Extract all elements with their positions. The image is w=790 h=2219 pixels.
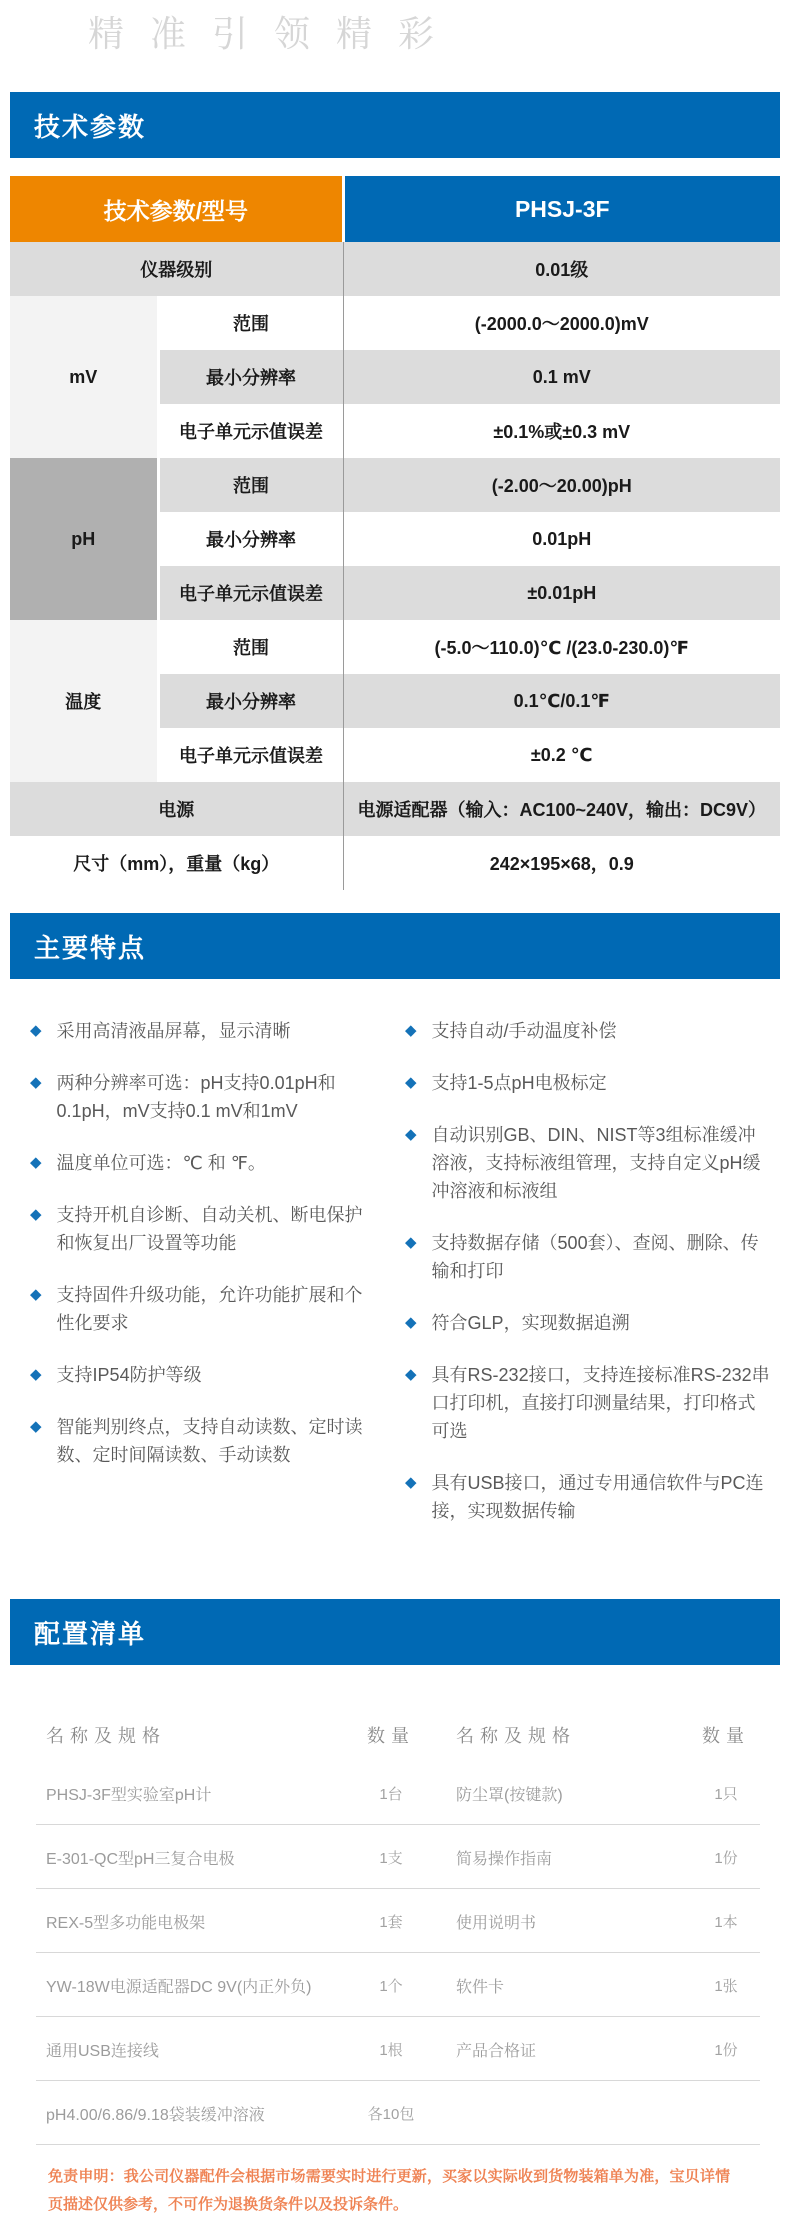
feature-item	[30, 1017, 365, 1045]
mv-error-value: ±0.1%或±0.3 mV	[343, 404, 780, 458]
config-row	[10, 1889, 780, 1953]
feature-item	[405, 1017, 772, 1045]
config-header-row	[10, 1709, 780, 1761]
ph-range-value: (-2.00～20.00)pH	[343, 458, 780, 512]
feature-item	[405, 1229, 772, 1285]
diamond-bullet-icon: ◆	[30, 1074, 42, 1091]
config-item-name: REX-5型多功能电极架	[46, 1914, 206, 1932]
diamond-bullet-icon: ◆	[405, 1366, 417, 1383]
config-item-qty: 各10包	[367, 2105, 415, 2123]
mv-resolution-label: 最小分辨率	[158, 350, 343, 404]
diamond-bullet-icon: ◆	[405, 1022, 417, 1039]
feature-item	[405, 1361, 772, 1445]
section-header-tech-params	[10, 92, 780, 158]
feature-item	[30, 1201, 365, 1257]
config-header-name-left: 名称及规格	[46, 1726, 166, 1746]
size-weight-label: 尺寸（mm），重量（kg）	[10, 836, 343, 890]
tech-params-title: 技术参数	[34, 111, 147, 142]
spec-row-size-weight	[10, 836, 780, 890]
power-label: 电源	[10, 782, 343, 836]
config-item-qty: 1根	[379, 2041, 403, 2059]
config-item-name: PHSJ-3F型实验室pH计	[46, 1786, 212, 1804]
config-item-name: 软件卡	[456, 1978, 505, 1996]
grade-value: 0.01级	[343, 242, 780, 296]
feature-item	[30, 1413, 365, 1469]
temp-resolution-value: 0.1℃/0.1℉	[343, 674, 780, 728]
config-header-qty-right: 数量	[702, 1726, 750, 1746]
config-item-qty: 1支	[379, 1849, 403, 1867]
ph-group-label: pH	[10, 458, 158, 620]
features-left-column	[10, 1017, 395, 1549]
temp-error-label: 电子单元示值误差	[158, 728, 343, 782]
config-item-qty: 1张	[714, 1977, 738, 1995]
feature-item	[30, 1069, 365, 1125]
ph-error-label: 电子单元示值误差	[158, 566, 343, 620]
feature-text: 支持开机自诊断、自动关机、断电保护和恢复出厂设置等功能	[56, 1205, 363, 1253]
spec-table	[10, 176, 780, 890]
diamond-bullet-icon: ◆	[30, 1206, 42, 1223]
config-item-name: 产品合格证	[456, 2042, 537, 2060]
config-item-qty: 1台	[379, 1785, 403, 1803]
temp-resolution-label: 最小分辨率	[158, 674, 343, 728]
ph-resolution-value: 0.01pH	[343, 512, 780, 566]
spec-row-temp-range	[10, 620, 780, 674]
section-header-features	[10, 913, 780, 979]
feature-text: 温度单位可选：℃ 和 ℉。	[56, 1153, 266, 1173]
diamond-bullet-icon: ◆	[30, 1154, 42, 1171]
config-item-name: YW-18W电源适配器DC 9V(内正外负)	[46, 1978, 312, 1996]
temp-group-label: 温度	[10, 620, 158, 782]
feature-item	[405, 1309, 772, 1337]
diamond-bullet-icon: ◆	[405, 1126, 417, 1143]
feature-item	[405, 1069, 772, 1097]
feature-text: 自动识别GB、DIN、NIST等3组标准缓冲溶液，支持标液组管理，支持自定义pH缓冲溶液和标液组	[431, 1125, 761, 1201]
config-row	[10, 1761, 780, 1825]
mv-resolution-value: 0.1 mV	[343, 350, 780, 404]
temp-range-label: 范围	[158, 620, 343, 674]
feature-text: 具有USB接口，通过专用通信软件与PC连接，实现数据传输	[431, 1473, 764, 1521]
config-item-name: 通用USB连接线	[46, 2042, 159, 2060]
diamond-bullet-icon: ◆	[405, 1474, 417, 1491]
disclaimer-text: 免责申明：我公司仪器配件会根据市场需要实时进行更新，买家以实际收到货物装箱单为准，宝贝详情页描述仅供参考，不可作为退换货条件以及投诉条件。	[48, 2168, 730, 2213]
feature-text: 支持数据存储（500套）、查阅、删除、传输和打印	[431, 1233, 759, 1281]
config-item-name: E-301-QC型pH三复合电极	[46, 1850, 235, 1868]
config-table	[10, 1709, 780, 2145]
config-item-name: 使用说明书	[456, 1914, 537, 1932]
spec-header-row	[10, 176, 780, 242]
feature-item	[405, 1469, 772, 1525]
mv-group-label: mV	[10, 296, 158, 458]
diamond-bullet-icon: ◆	[405, 1314, 417, 1331]
brand-watermark: 精准引领精彩	[88, 13, 461, 54]
feature-item	[30, 1149, 365, 1177]
feature-text: 支持固件升级功能，允许功能扩展和个性化要求	[56, 1285, 363, 1333]
feature-text: 支持IP54防护等级	[56, 1365, 202, 1385]
config-item-qty: 1份	[714, 1849, 738, 1867]
mv-range-label: 范围	[158, 296, 343, 350]
features-right-column	[395, 1017, 780, 1549]
config-item-qty: 1套	[379, 1913, 403, 1931]
config-item-qty: 1只	[714, 1785, 738, 1803]
feature-text: 具有RS-232接口，支持连接标准RS-232串口打印机，直接打印测量结果，打印格式可选	[431, 1365, 770, 1441]
section-header-config	[10, 1599, 780, 1665]
diamond-bullet-icon: ◆	[30, 1418, 42, 1435]
config-header-qty-left: 数量	[367, 1726, 415, 1746]
diamond-bullet-icon: ◆	[30, 1022, 42, 1039]
temp-error-value: ±0.2 ℃	[343, 728, 780, 782]
config-item-name: 防尘罩(按键款)	[456, 1786, 563, 1804]
size-weight-value: 242×195×68，0.9	[343, 836, 780, 890]
config-item-qty: 1份	[714, 2041, 738, 2059]
power-value: 电源适配器（输入：AC100~240V，输出：DC9V）	[343, 782, 780, 836]
config-header-name-right: 名称及规格	[456, 1726, 576, 1746]
temp-range-value: (-5.0～110.0)℃ /(23.0-230.0)℉	[343, 620, 780, 674]
spec-row-mv-range	[10, 296, 780, 350]
features-columns	[10, 1017, 780, 1549]
config-item-name: 简易操作指南	[456, 1850, 553, 1868]
config-item-qty: 1个	[379, 1977, 403, 1995]
diamond-bullet-icon: ◆	[30, 1286, 42, 1303]
feature-item	[405, 1121, 772, 1205]
spec-col-header-param: 技术参数/型号	[10, 176, 343, 242]
mv-range-value: (-2000.0～2000.0)mV	[343, 296, 780, 350]
feature-text: 智能判别终点，支持自动读数、定时读数、定时间隔读数、手动读数	[56, 1417, 363, 1465]
config-row	[10, 1825, 780, 1889]
spec-row-ph-range	[10, 458, 780, 512]
diamond-bullet-icon: ◆	[30, 1366, 42, 1383]
diamond-bullet-icon: ◆	[405, 1074, 417, 1091]
config-item-qty: 1本	[714, 1913, 738, 1931]
grade-label: 仪器级别	[10, 242, 343, 296]
spec-col-header-model: PHSJ-3F	[343, 176, 780, 242]
feature-item	[30, 1361, 365, 1389]
config-title: 配置清单	[34, 1618, 147, 1649]
config-row	[10, 2081, 780, 2145]
diamond-bullet-icon: ◆	[405, 1234, 417, 1251]
feature-text: 采用高清液晶屏幕，显示清晰	[56, 1021, 291, 1041]
feature-text: 符合GLP，实现数据追溯	[431, 1313, 630, 1333]
ph-resolution-label: 最小分辨率	[158, 512, 343, 566]
spec-row-grade	[10, 242, 780, 296]
config-row	[10, 2017, 780, 2081]
mv-error-label: 电子单元示值误差	[158, 404, 343, 458]
spec-row-power	[10, 782, 780, 836]
feature-item	[30, 1281, 365, 1337]
feature-text: 两种分辨率可选：pH支持0.01pH和0.1pH，mV支持0.1 mV和1mV	[56, 1073, 336, 1121]
config-row	[10, 1953, 780, 2017]
feature-text: 支持1-5点pH电极标定	[431, 1073, 607, 1093]
features-title: 主要特点	[34, 932, 147, 963]
feature-text: 支持自动/手动温度补偿	[431, 1021, 617, 1041]
ph-range-label: 范围	[158, 458, 343, 512]
config-item-name: pH4.00/6.86/9.18袋装缓冲溶液	[46, 2106, 265, 2124]
ph-error-value: ±0.01pH	[343, 566, 780, 620]
